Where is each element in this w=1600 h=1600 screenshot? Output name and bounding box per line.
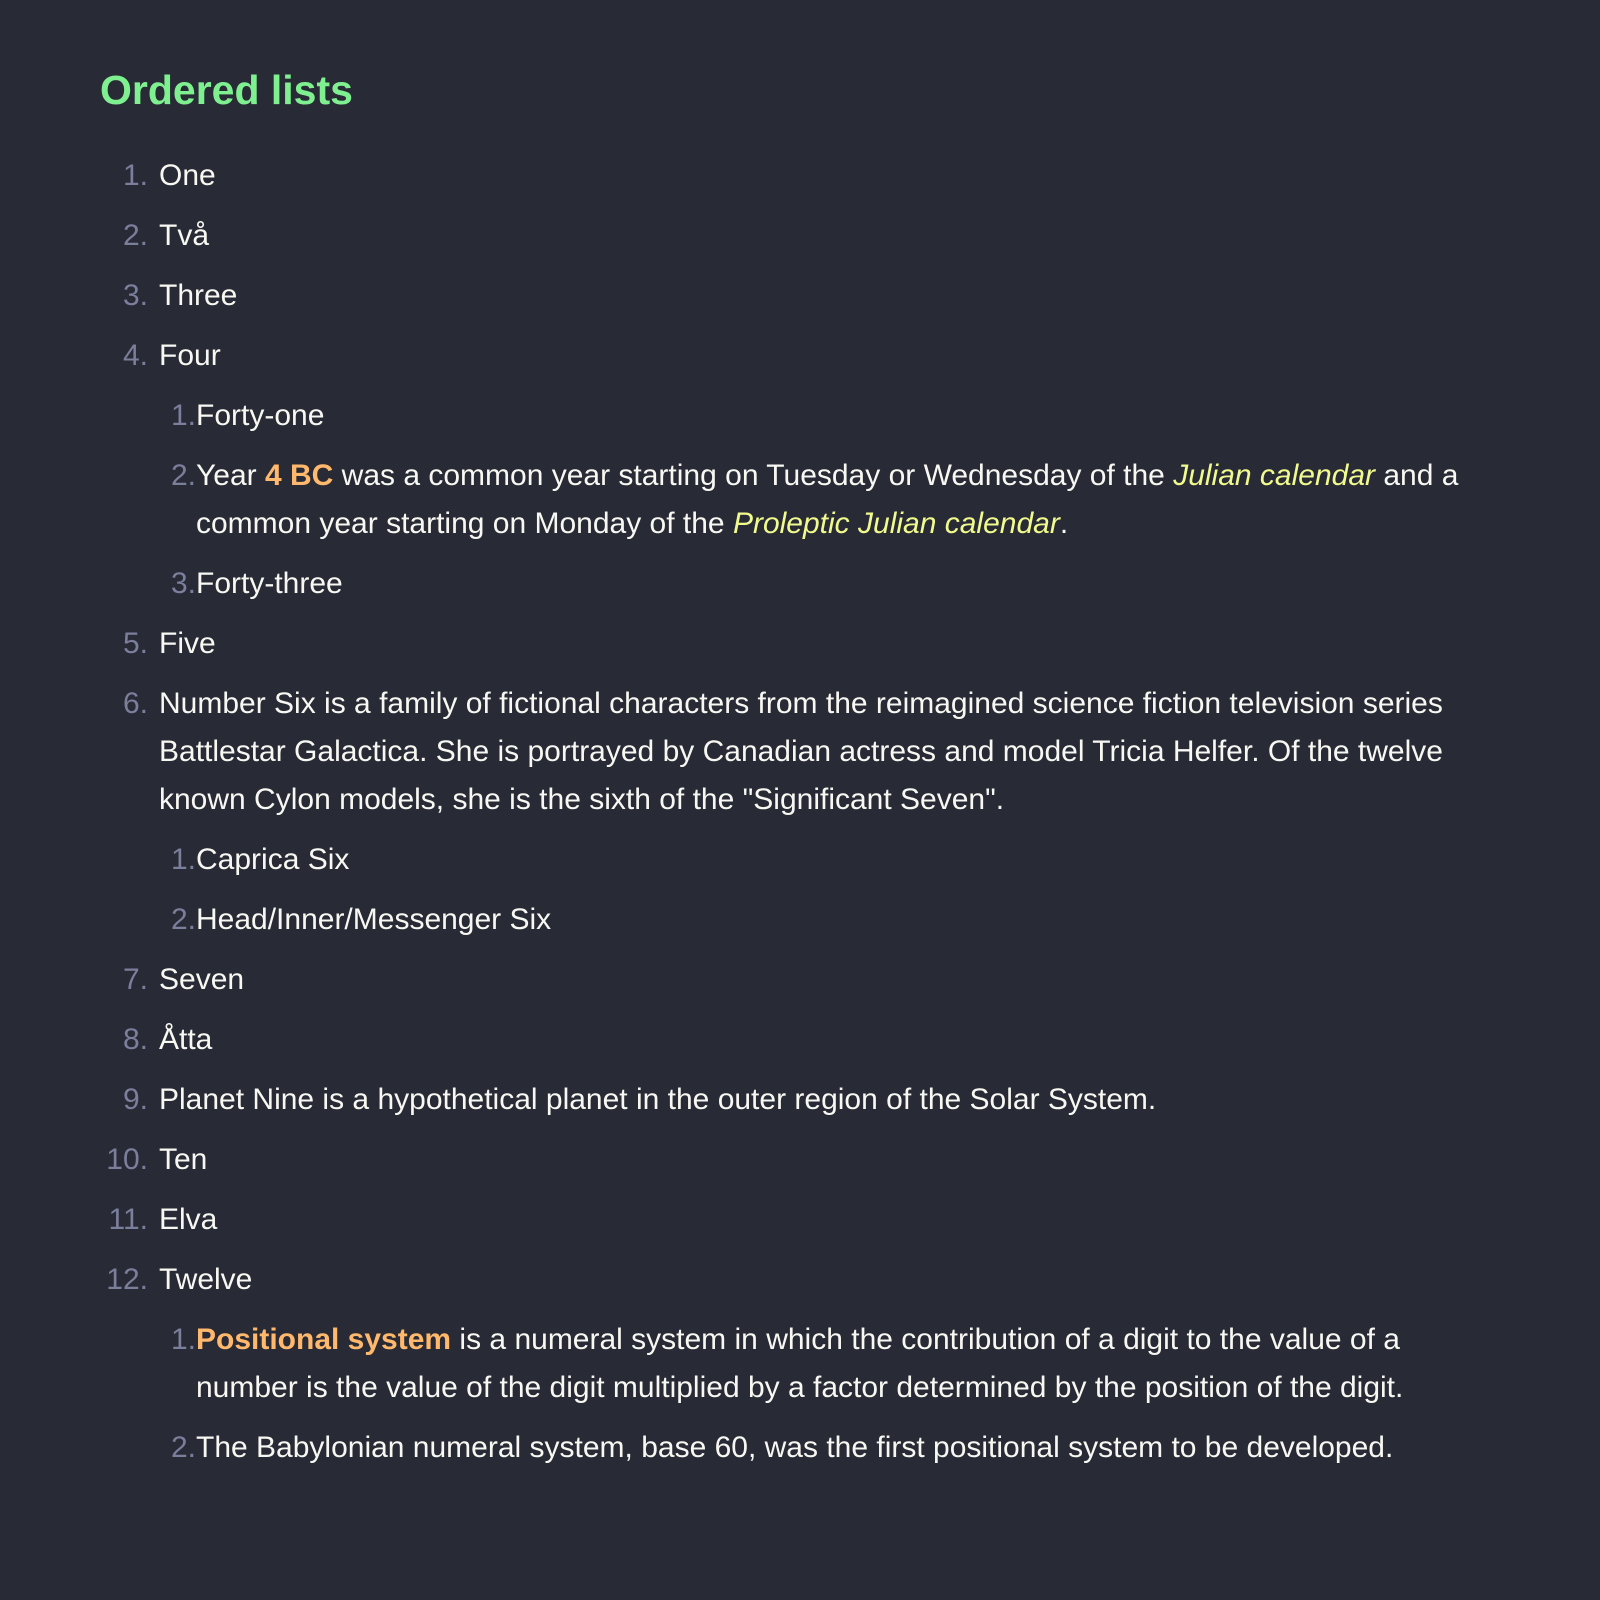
list-number: 7. bbox=[122, 963, 148, 996]
list-item-text: Åtta bbox=[159, 1023, 213, 1056]
list-item-text: One bbox=[159, 159, 216, 192]
list-item bbox=[100, 1136, 1500, 1184]
page-title: Ordered lists bbox=[100, 67, 353, 113]
list-number: 12. bbox=[106, 1263, 148, 1296]
list-item-text: Caprica Six bbox=[196, 843, 350, 876]
list-item bbox=[159, 452, 1500, 548]
list-item-text: Ten bbox=[159, 1143, 208, 1176]
list-item-text: Elva bbox=[159, 1203, 218, 1236]
list-item bbox=[159, 560, 1500, 608]
ordered-list bbox=[100, 152, 1500, 1472]
list-number: 1. bbox=[122, 159, 148, 192]
list-item bbox=[100, 1196, 1500, 1244]
list-number: 2. bbox=[170, 459, 196, 492]
list-item bbox=[159, 836, 1500, 884]
list-item bbox=[159, 1424, 1500, 1472]
list-item bbox=[100, 332, 1500, 608]
list-item-text: Head/Inner/Messenger Six bbox=[196, 903, 552, 936]
list-item bbox=[100, 1016, 1500, 1064]
list-item bbox=[100, 680, 1500, 944]
list-item-text: Planet Nine is a hypothetical planet in the outer region of the Solar System. bbox=[159, 1083, 1157, 1116]
list-item-text-post: . bbox=[1059, 507, 1069, 540]
list-number: 2. bbox=[170, 903, 196, 936]
list-number: 3. bbox=[122, 279, 148, 312]
strong-text: Positional system bbox=[196, 1323, 452, 1356]
list-item bbox=[159, 1316, 1500, 1412]
list-item-text-post: is a numeral system in which the contribution of a digit to the value of a number is the value of the digit multiplied by a factor determined by the position of the digit. bbox=[196, 1323, 1404, 1404]
list-item-text: Five bbox=[159, 627, 216, 660]
list-number: 8. bbox=[122, 1023, 148, 1056]
list-item-text-pre: Year bbox=[196, 459, 265, 492]
list-number: 11. bbox=[108, 1203, 148, 1236]
emphasis-proleptic-julian-calendar: Proleptic Julian calendar bbox=[732, 507, 1060, 540]
list-number: 2. bbox=[170, 1431, 196, 1464]
nested-ordered-list bbox=[159, 836, 1500, 944]
list-item-text: Forty-three bbox=[196, 567, 343, 600]
list-number: 5. bbox=[122, 627, 148, 660]
list-number: 3. bbox=[170, 567, 196, 600]
list-item bbox=[100, 620, 1500, 668]
nested-ordered-list bbox=[159, 392, 1500, 608]
strong-text: 4 BC bbox=[264, 459, 334, 492]
list-item-text: Seven bbox=[159, 963, 245, 996]
list-item-text: The Babylonian numeral system, base 60, was the first positional system to be developed. bbox=[196, 1431, 1394, 1464]
list-item bbox=[100, 956, 1500, 1004]
list-item bbox=[100, 272, 1500, 320]
list-item bbox=[100, 212, 1500, 260]
list-item-text: Twelve bbox=[159, 1263, 253, 1296]
list-number: 1. bbox=[170, 1323, 196, 1356]
list-number: 4. bbox=[122, 339, 148, 372]
list-item bbox=[100, 152, 1500, 200]
list-number: 10. bbox=[106, 1143, 148, 1176]
list-number: 6. bbox=[122, 687, 148, 720]
list-item-text: Three bbox=[159, 279, 238, 312]
list-number: 1. bbox=[170, 843, 196, 876]
list-number: 9. bbox=[122, 1083, 148, 1116]
list-item bbox=[159, 392, 1500, 440]
list-item-text: Four bbox=[159, 339, 221, 372]
list-number: 2. bbox=[122, 219, 148, 252]
list-item-text: Forty-one bbox=[196, 399, 325, 432]
list-number: 1. bbox=[170, 399, 196, 432]
list-item-text: Number Six is a family of fictional characters from the reimagined science fiction television series Battlestar Galactica. She is portrayed by Canadian actress and model Tricia Helfer. Of the twelve known Cylon models, she is the sixth of the "Significant Seven". bbox=[159, 687, 1443, 816]
list-item bbox=[159, 896, 1500, 944]
list-item bbox=[100, 1256, 1500, 1472]
list-item-text-mid2: and a common year starting on Monday of the bbox=[196, 459, 1459, 540]
nested-ordered-list bbox=[159, 1316, 1500, 1472]
emphasis-julian-calendar: Julian calendar bbox=[1173, 459, 1375, 492]
list-item-text: Två bbox=[159, 219, 210, 252]
list-item bbox=[100, 1076, 1500, 1124]
list-item-text-mid: was a common year starting on Tuesday or Wednesday of the bbox=[333, 459, 1174, 492]
